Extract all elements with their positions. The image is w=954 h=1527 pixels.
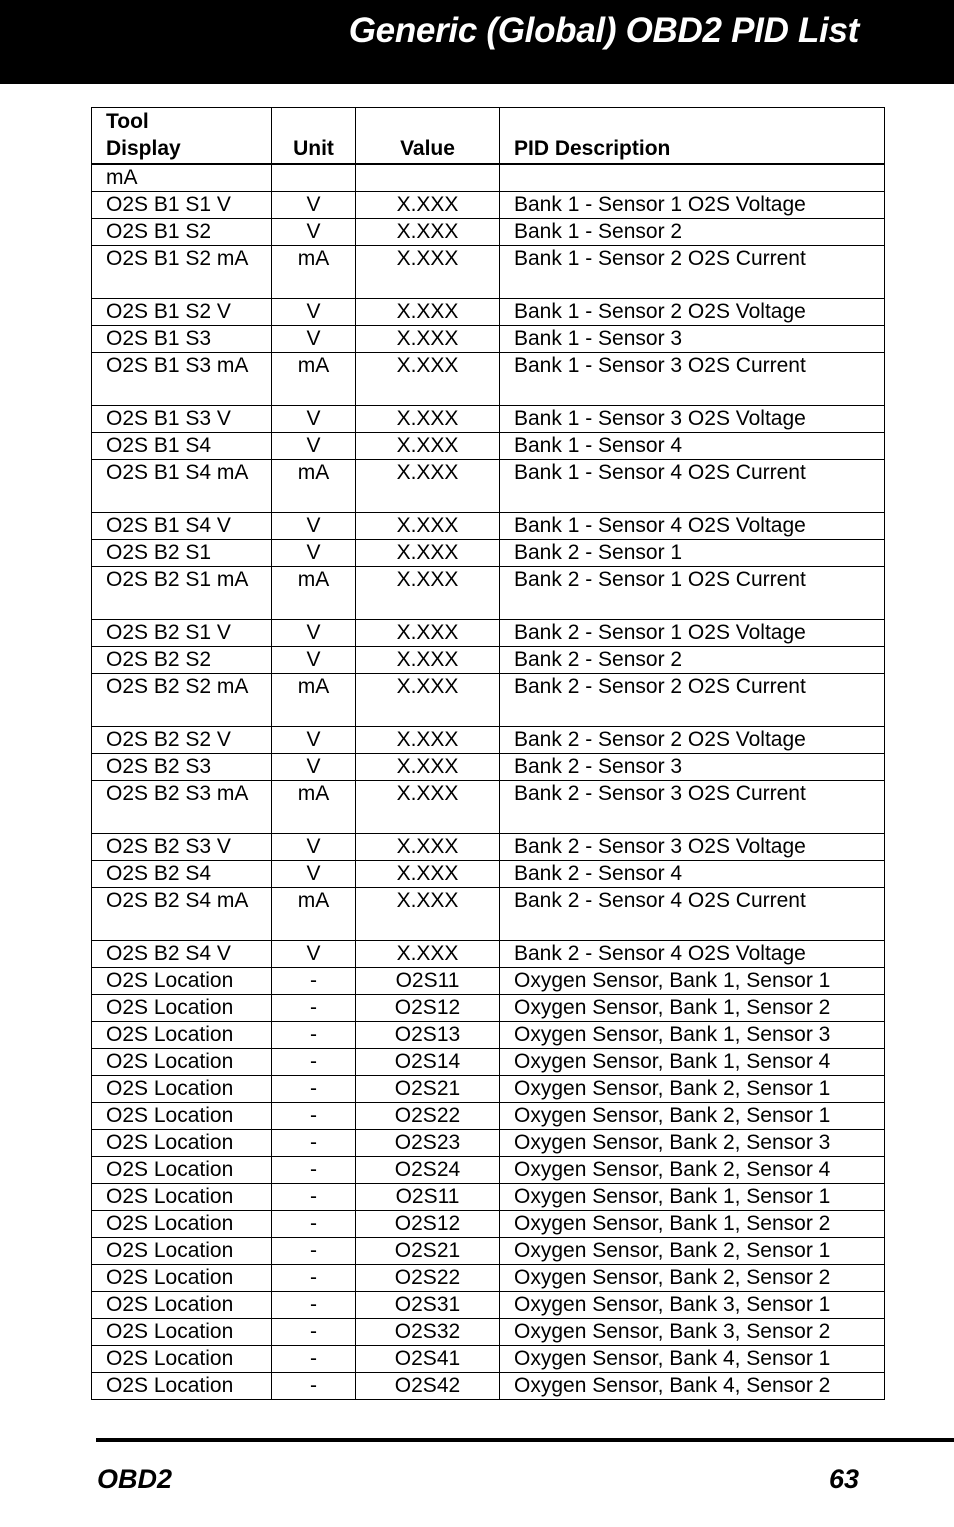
- cell-unit: -: [272, 1292, 356, 1319]
- cell-unit: V: [272, 406, 356, 433]
- cell-unit: V: [272, 192, 356, 219]
- cell-unit: V: [272, 326, 356, 353]
- cell-value: O2S12: [356, 1211, 500, 1238]
- table-row: [92, 674, 885, 727]
- cell-value: X.XXX: [356, 781, 500, 834]
- cell-tool-display: O2S B2 S1 mA: [92, 567, 272, 620]
- cell-value: O2S21: [356, 1076, 500, 1103]
- table-row: [92, 192, 885, 219]
- cell-tool-display: O2S B1 S3 mA: [92, 353, 272, 406]
- cell-unit: -: [272, 1076, 356, 1103]
- table-row: [92, 1130, 885, 1157]
- cell-unit: mA: [272, 674, 356, 727]
- table-row: [92, 433, 885, 460]
- cell-tool-display: O2S B2 S4 V: [92, 941, 272, 968]
- cell-tool-display: O2S Location: [92, 1049, 272, 1076]
- cell-value: X.XXX: [356, 861, 500, 888]
- cell-pid-description: Oxygen Sensor, Bank 2, Sensor 1: [500, 1238, 885, 1265]
- cell-unit: V: [272, 861, 356, 888]
- cell-value: X.XXX: [356, 540, 500, 567]
- cell-tool-display: O2S Location: [92, 1157, 272, 1184]
- cell-pid-description: Bank 2 - Sensor 4 O2S Voltage: [500, 941, 885, 968]
- cell-value: X.XXX: [356, 727, 500, 754]
- cell-unit: V: [272, 647, 356, 674]
- cell-pid-description: Oxygen Sensor, Bank 3, Sensor 1: [500, 1292, 885, 1319]
- cell-value: O2S21: [356, 1238, 500, 1265]
- cell-tool-display: O2S Location: [92, 1238, 272, 1265]
- cell-tool-display: O2S Location: [92, 1346, 272, 1373]
- header-bar: [0, 0, 954, 84]
- cell-value: X.XXX: [356, 674, 500, 727]
- cell-tool-display: O2S B1 S4: [92, 433, 272, 460]
- table-row: [92, 353, 885, 406]
- cell-pid-description: Oxygen Sensor, Bank 3, Sensor 2: [500, 1319, 885, 1346]
- cell-unit: -: [272, 995, 356, 1022]
- cell-pid-description: Bank 2 - Sensor 3 O2S Voltage: [500, 834, 885, 861]
- cell-value: O2S13: [356, 1022, 500, 1049]
- table-row: [92, 1103, 885, 1130]
- cell-tool-display: O2S B1 S2: [92, 219, 272, 246]
- cell-pid-description: Oxygen Sensor, Bank 1, Sensor 3: [500, 1022, 885, 1049]
- table-row: [92, 995, 885, 1022]
- column-header-pid-description: PID Description: [500, 108, 885, 165]
- table-row: [92, 861, 885, 888]
- cell-pid-description: Bank 1 - Sensor 4: [500, 433, 885, 460]
- table-row: [92, 941, 885, 968]
- cell-unit: -: [272, 1022, 356, 1049]
- cell-pid-description: Bank 1 - Sensor 3 O2S Current: [500, 353, 885, 406]
- cell-unit: -: [272, 1211, 356, 1238]
- cell-tool-display: O2S Location: [92, 1319, 272, 1346]
- cell-value: [356, 164, 500, 192]
- table-row: [92, 968, 885, 995]
- cell-unit: -: [272, 968, 356, 995]
- cell-value: X.XXX: [356, 567, 500, 620]
- table-row: [92, 727, 885, 754]
- cell-pid-description: Oxygen Sensor, Bank 2, Sensor 4: [500, 1157, 885, 1184]
- table-row: [92, 1157, 885, 1184]
- table-row: [92, 540, 885, 567]
- cell-tool-display: O2S Location: [92, 1373, 272, 1400]
- cell-tool-display: O2S Location: [92, 1292, 272, 1319]
- cell-pid-description: Bank 2 - Sensor 3 O2S Current: [500, 781, 885, 834]
- cell-pid-description: Bank 2 - Sensor 1 O2S Voltage: [500, 620, 885, 647]
- cell-unit: -: [272, 1103, 356, 1130]
- cell-value: X.XXX: [356, 353, 500, 406]
- table-row: [92, 1346, 885, 1373]
- cell-pid-description: Oxygen Sensor, Bank 1, Sensor 2: [500, 995, 885, 1022]
- table-row: [92, 1076, 885, 1103]
- table-row: [92, 164, 885, 192]
- cell-tool-display: O2S B2 S3 V: [92, 834, 272, 861]
- cell-unit: -: [272, 1265, 356, 1292]
- cell-pid-description: Bank 2 - Sensor 3: [500, 754, 885, 781]
- cell-value: X.XXX: [356, 834, 500, 861]
- cell-value: X.XXX: [356, 754, 500, 781]
- cell-value: O2S31: [356, 1292, 500, 1319]
- cell-unit: -: [272, 1130, 356, 1157]
- cell-pid-description: Oxygen Sensor, Bank 4, Sensor 1: [500, 1346, 885, 1373]
- cell-tool-display: O2S B2 S4 mA: [92, 888, 272, 941]
- cell-pid-description: Bank 2 - Sensor 4 O2S Current: [500, 888, 885, 941]
- cell-pid-description: Bank 1 - Sensor 1 O2S Voltage: [500, 192, 885, 219]
- cell-unit: mA: [272, 888, 356, 941]
- cell-pid-description: Bank 1 - Sensor 2 O2S Current: [500, 246, 885, 299]
- cell-pid-description: Oxygen Sensor, Bank 1, Sensor 4: [500, 1049, 885, 1076]
- footer-rule: [96, 1438, 954, 1442]
- cell-value: O2S41: [356, 1346, 500, 1373]
- page-title: Generic (Global) OBD2 PID List: [348, 11, 859, 50]
- cell-value: O2S12: [356, 995, 500, 1022]
- column-header-unit: Unit: [272, 108, 356, 165]
- table-row: [92, 834, 885, 861]
- table-row: [92, 647, 885, 674]
- cell-value: O2S42: [356, 1373, 500, 1400]
- cell-value: X.XXX: [356, 326, 500, 353]
- cell-tool-display: O2S Location: [92, 968, 272, 995]
- cell-pid-description: Bank 1 - Sensor 4 O2S Voltage: [500, 513, 885, 540]
- cell-unit: mA: [272, 353, 356, 406]
- cell-unit: V: [272, 620, 356, 647]
- cell-unit: V: [272, 834, 356, 861]
- cell-value: O2S24: [356, 1157, 500, 1184]
- cell-pid-description: Oxygen Sensor, Bank 1, Sensor 2: [500, 1211, 885, 1238]
- cell-unit: V: [272, 299, 356, 326]
- cell-value: X.XXX: [356, 620, 500, 647]
- cell-tool-display: O2S B2 S2 mA: [92, 674, 272, 727]
- cell-tool-display: O2S B1 S1 V: [92, 192, 272, 219]
- footer-section-label: OBD2: [97, 1464, 173, 1494]
- cell-value: O2S14: [356, 1049, 500, 1076]
- cell-pid-description: Bank 1 - Sensor 4 O2S Current: [500, 460, 885, 513]
- cell-pid-description: Bank 1 - Sensor 2 O2S Voltage: [500, 299, 885, 326]
- cell-tool-display: mA: [92, 164, 272, 192]
- cell-tool-display: O2S Location: [92, 1184, 272, 1211]
- table-row: [92, 1292, 885, 1319]
- cell-unit: V: [272, 219, 356, 246]
- table-row: [92, 781, 885, 834]
- cell-pid-description: Bank 1 - Sensor 3 O2S Voltage: [500, 406, 885, 433]
- table-row: [92, 219, 885, 246]
- cell-tool-display: O2S B2 S1 V: [92, 620, 272, 647]
- cell-pid-description: [500, 164, 885, 192]
- table-row: [92, 754, 885, 781]
- cell-unit: mA: [272, 246, 356, 299]
- table-row: [92, 1238, 885, 1265]
- cell-tool-display: O2S Location: [92, 1130, 272, 1157]
- cell-unit: V: [272, 727, 356, 754]
- cell-value: X.XXX: [356, 192, 500, 219]
- table-header-row: [92, 108, 885, 165]
- table-row: [92, 406, 885, 433]
- cell-unit: V: [272, 754, 356, 781]
- cell-pid-description: Bank 2 - Sensor 2: [500, 647, 885, 674]
- cell-value: O2S11: [356, 1184, 500, 1211]
- cell-value: X.XXX: [356, 219, 500, 246]
- cell-value: X.XXX: [356, 460, 500, 513]
- table-row: [92, 888, 885, 941]
- table-row: [92, 1022, 885, 1049]
- cell-value: O2S22: [356, 1103, 500, 1130]
- cell-tool-display: O2S Location: [92, 995, 272, 1022]
- table-row: [92, 460, 885, 513]
- cell-unit: -: [272, 1373, 356, 1400]
- cell-value: X.XXX: [356, 246, 500, 299]
- cell-pid-description: Bank 2 - Sensor 1 O2S Current: [500, 567, 885, 620]
- table-row: [92, 1265, 885, 1292]
- cell-pid-description: Oxygen Sensor, Bank 1, Sensor 1: [500, 968, 885, 995]
- cell-unit: mA: [272, 460, 356, 513]
- cell-tool-display: O2S Location: [92, 1211, 272, 1238]
- page-number: 63: [828, 1464, 859, 1494]
- table-row: [92, 513, 885, 540]
- cell-unit: V: [272, 941, 356, 968]
- cell-value: X.XXX: [356, 513, 500, 540]
- pid-table: [91, 107, 885, 1400]
- cell-pid-description: Bank 2 - Sensor 4: [500, 861, 885, 888]
- cell-tool-display: O2S B1 S3: [92, 326, 272, 353]
- cell-tool-display: O2S B2 S3: [92, 754, 272, 781]
- cell-unit: -: [272, 1049, 356, 1076]
- cell-tool-display: O2S B1 S2 V: [92, 299, 272, 326]
- cell-tool-display: O2S B2 S2: [92, 647, 272, 674]
- cell-value: O2S22: [356, 1265, 500, 1292]
- cell-tool-display: O2S B1 S4 mA: [92, 460, 272, 513]
- cell-pid-description: Bank 2 - Sensor 2 O2S Voltage: [500, 727, 885, 754]
- cell-tool-display: O2S B1 S2 mA: [92, 246, 272, 299]
- cell-value: O2S32: [356, 1319, 500, 1346]
- cell-unit: [272, 164, 356, 192]
- cell-value: X.XXX: [356, 433, 500, 460]
- column-header-value: Value: [356, 108, 500, 165]
- cell-unit: -: [272, 1157, 356, 1184]
- cell-value: X.XXX: [356, 299, 500, 326]
- cell-unit: mA: [272, 567, 356, 620]
- cell-unit: V: [272, 433, 356, 460]
- cell-pid-description: Oxygen Sensor, Bank 2, Sensor 1: [500, 1103, 885, 1130]
- cell-value: X.XXX: [356, 647, 500, 674]
- cell-value: X.XXX: [356, 941, 500, 968]
- cell-unit: -: [272, 1184, 356, 1211]
- cell-pid-description: Oxygen Sensor, Bank 2, Sensor 2: [500, 1265, 885, 1292]
- cell-tool-display: O2S Location: [92, 1265, 272, 1292]
- cell-pid-description: Bank 1 - Sensor 2: [500, 219, 885, 246]
- cell-tool-display: O2S B1 S3 V: [92, 406, 272, 433]
- table-row: [92, 567, 885, 620]
- table-row: [92, 1184, 885, 1211]
- table-row: [92, 246, 885, 299]
- cell-value: O2S11: [356, 968, 500, 995]
- cell-tool-display: O2S Location: [92, 1076, 272, 1103]
- cell-unit: -: [272, 1319, 356, 1346]
- cell-tool-display: O2S Location: [92, 1103, 272, 1130]
- cell-unit: -: [272, 1238, 356, 1265]
- table-row: [92, 1211, 885, 1238]
- cell-tool-display: O2S Location: [92, 1022, 272, 1049]
- cell-pid-description: Bank 2 - Sensor 1: [500, 540, 885, 567]
- table-row: [92, 620, 885, 647]
- cell-pid-description: Oxygen Sensor, Bank 2, Sensor 1: [500, 1076, 885, 1103]
- cell-tool-display: O2S B2 S2 V: [92, 727, 272, 754]
- cell-pid-description: Oxygen Sensor, Bank 1, Sensor 1: [500, 1184, 885, 1211]
- cell-tool-display: O2S B2 S3 mA: [92, 781, 272, 834]
- cell-tool-display: O2S B2 S1: [92, 540, 272, 567]
- cell-unit: mA: [272, 781, 356, 834]
- table-row: [92, 1319, 885, 1346]
- cell-value: X.XXX: [356, 406, 500, 433]
- table-row: [92, 299, 885, 326]
- table-row: [92, 326, 885, 353]
- cell-unit: -: [272, 1346, 356, 1373]
- cell-unit: V: [272, 540, 356, 567]
- cell-tool-display: O2S B2 S4: [92, 861, 272, 888]
- cell-pid-description: Oxygen Sensor, Bank 4, Sensor 2: [500, 1373, 885, 1400]
- cell-unit: V: [272, 513, 356, 540]
- cell-pid-description: Oxygen Sensor, Bank 2, Sensor 3: [500, 1130, 885, 1157]
- cell-value: O2S23: [356, 1130, 500, 1157]
- cell-pid-description: Bank 1 - Sensor 3: [500, 326, 885, 353]
- table-row: [92, 1373, 885, 1400]
- column-header-tool-display: Tool Display: [92, 108, 272, 165]
- cell-pid-description: Bank 2 - Sensor 2 O2S Current: [500, 674, 885, 727]
- table-row: [92, 1049, 885, 1076]
- cell-value: X.XXX: [356, 888, 500, 941]
- cell-tool-display: O2S B1 S4 V: [92, 513, 272, 540]
